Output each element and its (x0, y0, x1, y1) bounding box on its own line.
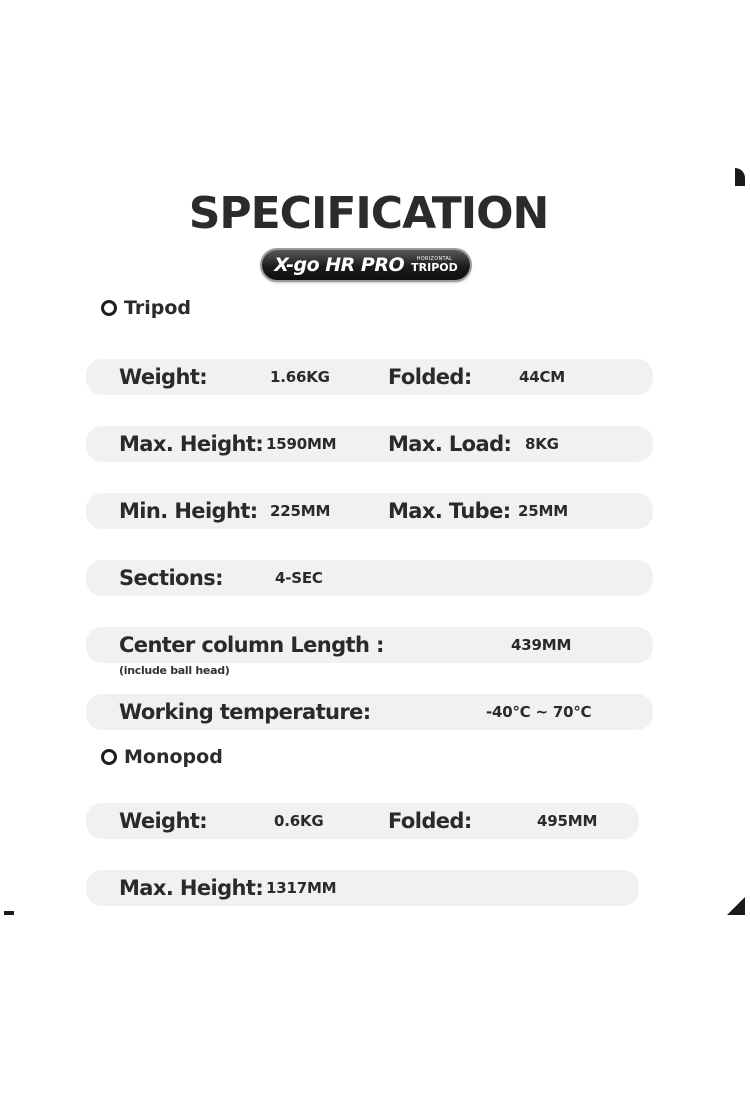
spec-label: Weight: (119, 365, 208, 389)
circle-bullet-icon (101, 749, 117, 765)
circle-bullet-icon (101, 300, 117, 316)
spec-label: Sections: (119, 566, 223, 590)
section-heading-label: Tripod (124, 297, 192, 319)
section-heading-tripod (101, 297, 191, 319)
spec-value: 439MM (511, 636, 572, 654)
product-badge (262, 250, 470, 280)
spec-label: Folded: (388, 365, 472, 389)
spec-row-max-height-max-load (86, 426, 653, 462)
section-heading-label: Monopod (124, 746, 223, 768)
spec-row-working-temperature (86, 694, 653, 730)
spec-row-weight-folded (86, 359, 653, 395)
product-name: X-go HR PRO (274, 254, 405, 276)
spec-label: Folded: (388, 809, 472, 833)
spec-row-monopod-weight-folded (86, 803, 639, 839)
spec-row-min-height-max-tube (86, 493, 653, 529)
product-type-large: TRIPOD (411, 261, 458, 274)
page-title: SPECIFICATION (188, 188, 549, 239)
spec-row-center-column (86, 627, 653, 663)
spec-value: 4-SEC (275, 569, 323, 587)
spec-value: 25MM (518, 502, 568, 520)
frame-corner-top-right (735, 168, 745, 186)
product-type-small: HORIZONTAL (416, 256, 453, 262)
spec-value: 1.66KG (270, 368, 330, 386)
spec-row-sections (86, 560, 653, 596)
spec-label: Max. Height: (119, 876, 264, 900)
spec-value: 495MM (537, 812, 598, 830)
spec-value: 1317MM (266, 879, 337, 897)
spec-value: 1590MM (266, 435, 337, 453)
spec-label: Weight: (119, 809, 208, 833)
spec-value: 0.6KG (274, 812, 324, 830)
spec-label: Min. Height: (119, 499, 258, 523)
spec-label: Max. Height: (119, 432, 264, 456)
spec-label: Max. Load: (388, 432, 512, 456)
spec-value: -40℃ ~ 70℃ (486, 703, 592, 721)
section-heading-monopod (101, 746, 223, 768)
spec-value: 44CM (519, 368, 566, 386)
spec-value: 8KG (525, 435, 559, 453)
spec-label: Center column Length : (119, 633, 384, 657)
product-type (411, 257, 458, 273)
spec-label: Max. Tube: (388, 499, 511, 523)
spec-value: 225MM (270, 502, 331, 520)
frame-corner-bottom-left (4, 911, 14, 915)
spec-note: (include ball head) (119, 664, 230, 677)
spec-label: Working temperature: (119, 700, 371, 724)
spec-row-monopod-max-height (86, 870, 639, 906)
